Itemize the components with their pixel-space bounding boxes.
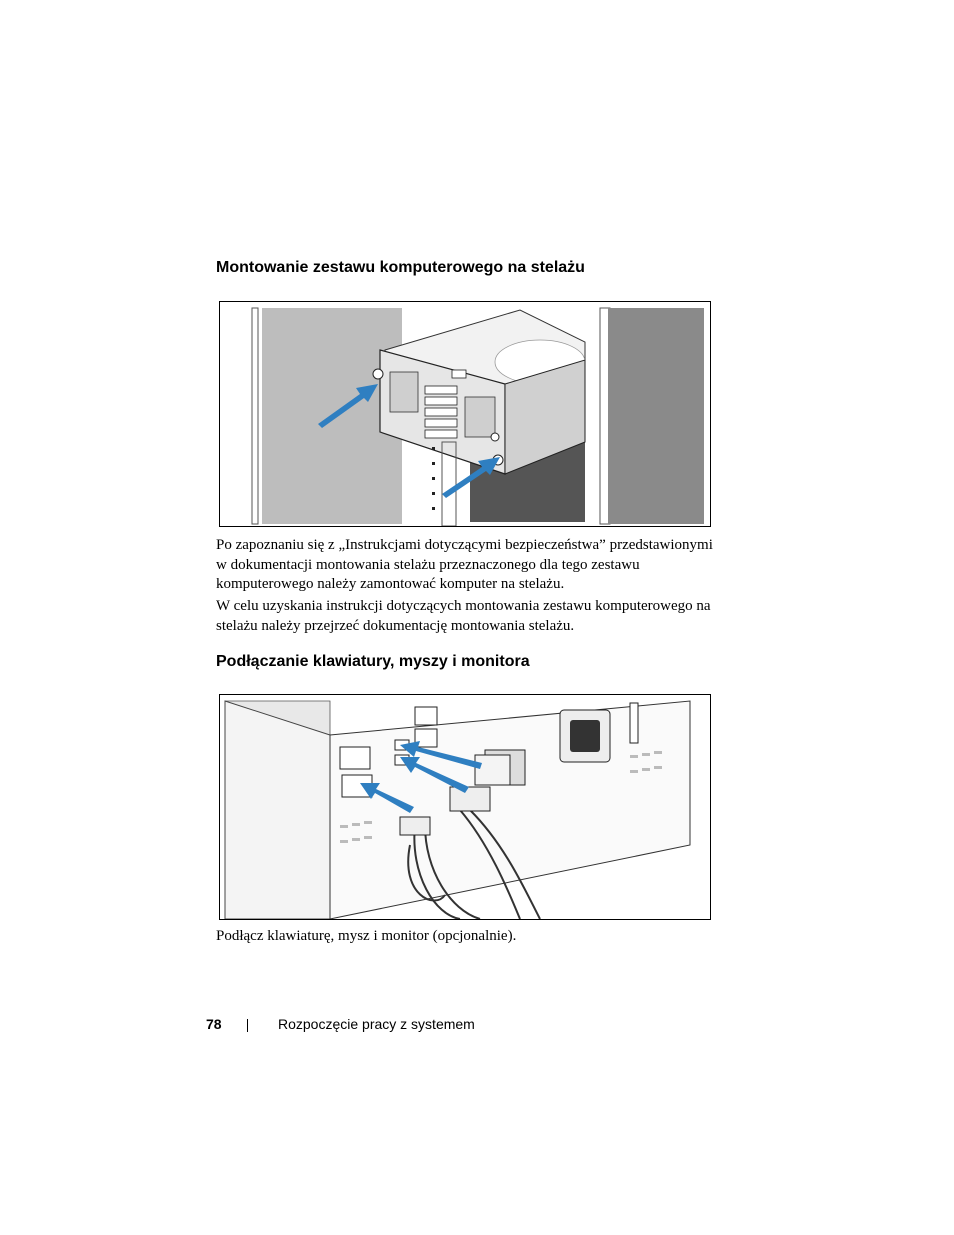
section-heading-connect-peripherals: Podłączanie klawiatury, myszy i monitora (216, 653, 530, 670)
page-number: 78 (206, 1016, 222, 1032)
running-title: Rozpoczęcie pracy z systemem (278, 1016, 475, 1032)
rack-mount-illustration (219, 301, 711, 527)
footer-separator (247, 1019, 248, 1032)
paragraph-rack-safety: Po zapoznaniu się z „Instrukcjami dotyczącymi bezpieczeństwa” przedstawionymi w dokumentacji montowania stelażu przeznaczonego dla tego zestawu komputerowego należy zamontować komputer na stelażu. (216, 537, 713, 592)
connect-peripherals-illustration (219, 694, 711, 920)
page-footer (0, 1016, 954, 1036)
paragraph-rack-documentation: W celu uzyskania instrukcji dotyczących montowania zestawu komputerowego na stelażu należy przejrzeć dokumentację montowania stelażu. (216, 598, 711, 634)
section-heading-rack-mount: Montowanie zestawu komputerowego na stelażu (216, 259, 585, 276)
paragraph-connect-peripherals: Podłącz klawiaturę, mysz i monitor (opcjonalnie). (216, 928, 517, 944)
